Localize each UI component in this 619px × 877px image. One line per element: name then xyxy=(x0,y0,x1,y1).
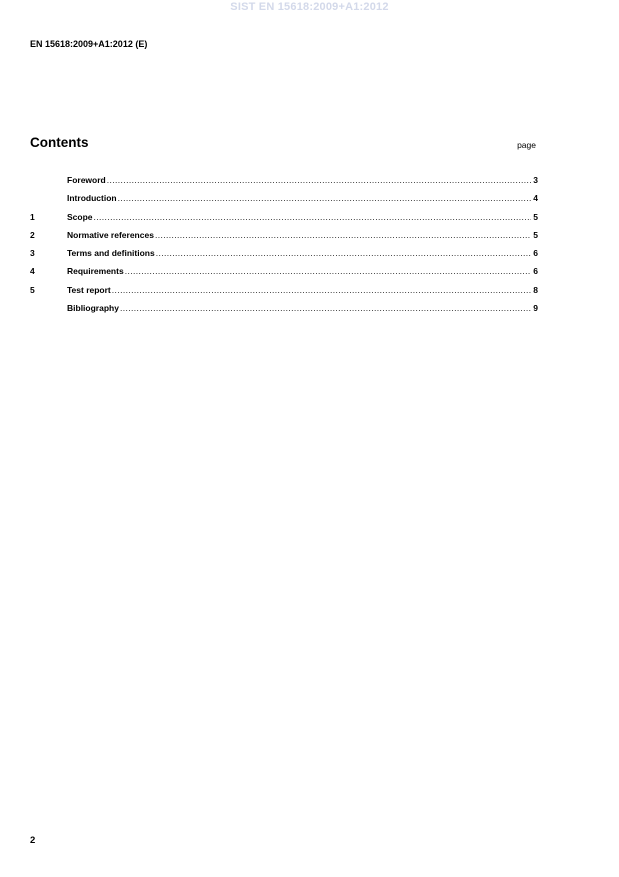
toc-entry-page: 9 xyxy=(533,303,538,314)
toc-dot-leader xyxy=(107,175,532,186)
toc-entry-page: 5 xyxy=(533,229,538,240)
toc-dot-leader xyxy=(94,212,532,223)
toc-entry-page: 5 xyxy=(533,211,538,222)
toc-entry-number: 3 xyxy=(30,248,35,259)
toc-entry-title: Bibliography xyxy=(67,303,119,314)
toc-dot-leader xyxy=(156,248,532,259)
page-number: 2 xyxy=(30,835,36,846)
toc-entry-page: 6 xyxy=(533,248,538,259)
toc-entry-page: 4 xyxy=(533,193,538,204)
toc-dot-leader xyxy=(112,285,531,296)
toc-dot-leader xyxy=(118,193,532,204)
toc-entry-title: Requirements xyxy=(67,266,124,277)
toc-entry-terms-and-definitions[interactable] xyxy=(30,248,538,266)
toc-dot-leader xyxy=(120,303,531,314)
toc-entry-page: 3 xyxy=(533,175,538,185)
table-of-contents xyxy=(30,175,538,321)
toc-entry-page: 6 xyxy=(533,266,538,277)
toc-entry-requirements[interactable] xyxy=(30,266,538,284)
toc-entry-test-report[interactable] xyxy=(30,285,538,303)
toc-entry-normative-references[interactable] xyxy=(30,230,538,248)
contents-heading: Contents xyxy=(30,135,89,150)
watermark: SIST EN 15618:2009+A1:2012 xyxy=(230,1,389,13)
toc-entry-number: 4 xyxy=(30,266,35,277)
toc-dot-leader xyxy=(155,230,531,241)
toc-entry-title: Terms and definitions xyxy=(67,248,155,259)
toc-entry-title: Normative references xyxy=(67,229,154,240)
toc-entry-bibliography[interactable] xyxy=(30,303,538,321)
toc-entry-page: 8 xyxy=(533,284,538,295)
toc-entry-title: Introduction xyxy=(67,193,117,204)
toc-dot-leader xyxy=(125,266,532,277)
toc-entry-title: Test report xyxy=(67,284,111,295)
toc-entry-title: Foreword xyxy=(67,175,106,185)
document-reference: EN 15618:2009+A1:2012 (E) xyxy=(30,39,148,49)
toc-entry-number: 1 xyxy=(30,211,35,222)
toc-entry-foreword[interactable] xyxy=(30,175,538,193)
toc-entry-number: 2 xyxy=(30,229,35,240)
toc-entry-number: 5 xyxy=(30,284,35,295)
toc-entry-introduction[interactable] xyxy=(30,193,538,211)
toc-entry-title: Scope xyxy=(67,211,93,222)
page-column-label: page xyxy=(517,140,536,150)
toc-entry-scope[interactable] xyxy=(30,212,538,230)
